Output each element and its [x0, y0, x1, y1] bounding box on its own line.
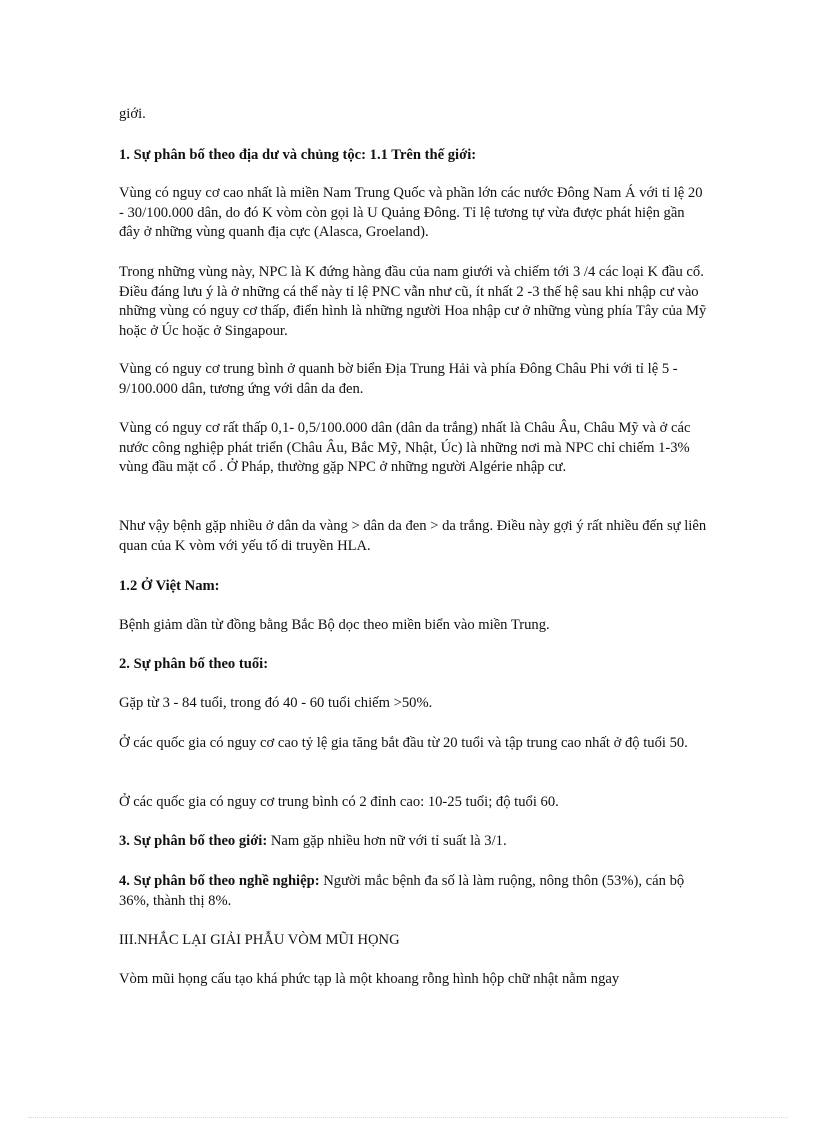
heading-text: 4. Sự phân bố theo nghề nghiệp:	[119, 873, 320, 889]
heading-text: 3. Sự phân bố theo giới:	[119, 833, 268, 849]
paragraph-medium-risk-age: Ở các quốc gia có nguy cơ trung bình có 2 đỉnh cao: 10-25 tuổi; độ tuổi 60.	[119, 794, 559, 810]
heading-age	[119, 655, 709, 675]
body-text: Người mắc bệnh đa số là làm ruộng, nông thôn (53%), cán bộ 36%, thành thị 8%.	[119, 873, 685, 909]
section-heading-anatomy: III.NHẮC LẠI GIẢI PHẪU VÒM MŨI HỌNG	[119, 932, 400, 948]
paragraph-summary: Như vậy bệnh gặp nhiều ở dân da vàng > dân da đen > da trắng. Điều này gợi ý rất nhiều đến sự liên quan của K vòm với yếu tố di truyền HLA.	[119, 518, 707, 554]
heading-text: 2. Sự phân bố theo tuổi:	[119, 656, 269, 672]
paragraph-high-risk: Vùng có nguy cơ cao nhất là miền Nam Trung Quốc và phần lớn các nước Đông Nam Á với tỉ lệ 20 - 30/100.000 dân, do đó K vòm còn gọi là U Quảng Đông. Tỉ lệ tương tự vừa được phát hiện gần đây ở những vùng quanh địa cực (Alasca, Groeland).	[119, 185, 703, 241]
paragraph-age-range: Gặp từ 3 - 84 tuổi, trong đó 40 - 60 tuổi chiếm >50%.	[119, 695, 433, 711]
paragraph-npc-ranking: Trong những vùng này, NPC là K đứng hàng đầu của nam giưới và chiếm tới 3 /4 các loại K đầu cổ. Điều đáng lưu ý là ở những cá thể này tỉ lệ PNC vẫn như cũ, ít nhất 2 -3 thế hệ sau khi nhập cư vào những vùng có nguy cơ thấp, điển hình là những người Hoa nhập cư ở những vùng phía Tây của Mỹ hoặc ở Úc hoặc ở Singapour.	[119, 264, 707, 339]
heading-text: 1. Sự phân bố theo địa dư và chủng tộc: 1.1 Trên thế giới:	[119, 147, 477, 163]
heading-vietnam	[119, 577, 709, 597]
paragraph-medium-risk: Vùng có nguy cơ trung bình ở quanh bờ biển Địa Trung Hải và phía Đông Châu Phi với tỉ lệ 5 - 9/100.000 dân, tương ứng với dân da đen.	[119, 361, 678, 397]
paragraph-anatomy: Vòm mũi họng cấu tạo khá phức tạp là một khoang rỗng hình hộp chữ nhật nằm ngay	[119, 971, 620, 987]
page-bottom-divider	[28, 1117, 788, 1118]
body-text: Nam gặp nhiều hơn nữ với tỉ suất là 3/1.	[267, 833, 507, 849]
heading-text: 1.2 Ở Việt Nam:	[119, 578, 220, 594]
paragraph-continuation: giới.	[119, 106, 146, 122]
paragraph-vietnam: Bệnh giảm dần từ đồng bằng Bắc Bộ dọc theo miền biển vào miền Trung.	[119, 617, 550, 633]
paragraph-low-risk: Vùng có nguy cơ rất thấp 0,1- 0,5/100.000 dân (dân da trắng) nhất là Châu Âu, Châu Mỹ và ở các nước công nghiệp phát triển (Châu Âu, Bắc Mỹ, Nhật, Úc) là những nơi mà NPC chỉ chiếm 1-3% vùng đầu mặt cổ . Ở Pháp, thường gặp NPC ở những người Algérie nhập cư.	[119, 420, 691, 476]
heading-geographic-distribution	[119, 146, 709, 166]
paragraph-gender	[119, 832, 709, 852]
paragraph-high-risk-age: Ở các quốc gia có nguy cơ cao tỷ lệ gia tăng bắt đầu từ 20 tuổi và tập trung cao nhất ở độ tuổi 50.	[119, 735, 688, 751]
paragraph-occupation	[119, 872, 709, 911]
